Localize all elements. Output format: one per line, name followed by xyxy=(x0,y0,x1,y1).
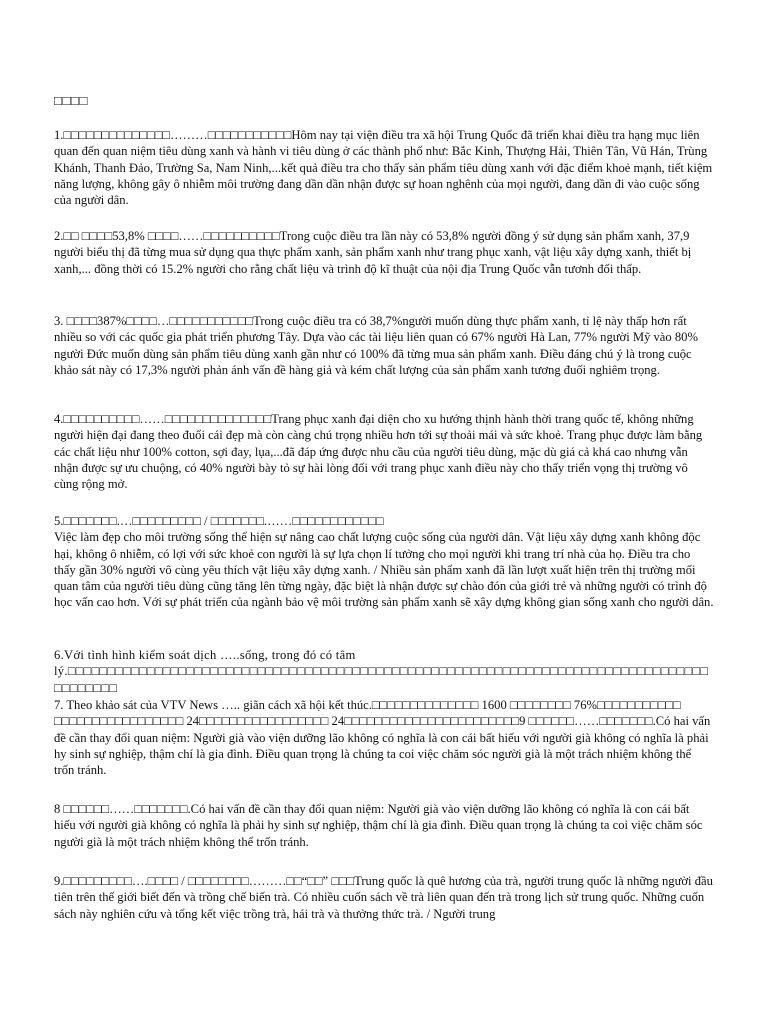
paragraph-4: 4.□□□□□□□□□□……□□□□□□□□□□□□□□Trang phục xanh đại diện cho xu hướng thịnh hành thời trang quốc tế, không những người hiện đại đang theo đuổi cái đẹp mà còn càng chú trọng nhiều hơn tới sự thoải mái và sức khoẻ. Trang phục được làm bằng các chất liệu như 100% cotton, sợi đay, lụa,...đã đáp ứng được nhu cầu của người tiêu dùng, mặc dù giá cả khá cao nhưng vẫn nhận được sự ưu chuộng, có 40% người bày tỏ sự hài lòng đối với trang phục xanh điều này cho thấy triển vọng thị trường vô cùng rộng mở. xyxy=(54,412,703,492)
paragraph-6: 6.Với tình hình kiểm soát dịch …..sống, trong đó có tâm lý.□□□□□□□□□□□□□□□□□□□□□□□□□□□□□□□□□□□□□□□□□□□□□□□□□□□□□□□□□□□□□□□□□□□□□□□□□□□□□□□□□□□□□□□□□ xyxy=(54,648,709,695)
document-heading: □□□□ xyxy=(54,93,88,108)
paragraph-9: 9.□□□□□□□□□….□□□□ / □□□□□□□□………□□“□□” □□□Trung quốc là quê hương của trà, người trung quốc là những người đầu tiên trên thế giới biết đến và trồng chế biến trà. Có nhiều cuốn sách về trà liên quan đến trà trong lịch sử trung quốc. Những cuốn sách này nghiên cứu và tổng kết việc trồng trà, hái trà và thưởng thức trà. / Người trung xyxy=(54,874,713,921)
paragraph-7: 7. Theo khảo sát của VTV News ….. giãn cách xã hội kết thúc.□□□□□□□□□□□□□□ 1600 □□□□□□□□ 76%□□□□□□□□□□□ □□□□□□□□□□□□□□□□□ 24□□□□□□□□□□□□□□□□□ 24□□□□□□□□□□□□□□□□□□□□□□□9 □□□□□□……□□□□□□□.Có hai vấn đề cần thay đổi quan niệm: Người già vào viện dưỡng lão không có nghĩa là con cái bất hiếu với người già không có nghĩa là phải hy sinh sự nghiệp, thậm chí là gia đình. Điều quan trọng là chúng ta coi việc chăm sóc người già là một trách nhiệm không thể trốn tránh. xyxy=(54,698,711,778)
paragraph-3: 3. □□□□387%□□□□…□□□□□□□□□□□Trong cuộc điều tra có 38,7%người muốn dùng thực phẩm xanh, tỉ lệ này thấp hơn rất nhiều so với các quốc gia phát triển phương Tây. Dựa vào các tài liệu liên quan có 67% người Hà Lan, 77% người Mỹ vào 80% người Đức muốn dùng sản phẩm tiêu dùng xanh gần như có 100% đã từng mua sản phẩm xanh. Điều đáng chú ý là trong cuộc khảo sát này có 17,3% người phản ánh vấn đề hàng giả và kém chất lượng của sản phẩm xanh tương đuối nghiêm trọng. xyxy=(54,314,698,377)
paragraph-1: 1.□□□□□□□□□□□□□□………□□□□□□□□□□□Hôm nay tại viện điều tra xã hội Trung Quốc đã triển khai điều tra hạng mục liên quan đến quan niệm tiêu dùng xanh và hành vi tiêu dùng ở các thành phố như: Bắc Kinh, Thượng Hải, Thiên Tân, Vũ Hán, Trùng Khánh, Thanh Đảo, Trường Sa, Nam Ninh,...kết quả điều tra cho thấy sản phẩm tiêu dùng xanh với đặc điểm khoẻ mạnh, tiết kiệm năng lượng, không gây ô nhiễm môi trường đang dần dần nhận được sự hoan nghênh của mọi người, đang dần đi vào cuộc sống của người dân. xyxy=(54,128,713,208)
paragraph-2: 2.□□ □□□□53,8% □□□□……□□□□□□□□□□Trong cuộc điều tra lần này có 53,8% người đồng ý sử dụng sản phẩm xanh, 37,9 người biểu thị đã từng mua sử dụng qua thực phẩm xanh, sản phẩm xanh như trang phục xanh, vật liệu xây dựng xanh, thiết bị xanh,... đồng thời có 15.2% người cho rằng chất liệu và trình độ kĩ thuật của nội địa Trung Quốc vẫn tươnh đối thấp. xyxy=(54,229,692,276)
paragraph-8: 8 □□□□□□……□□□□□□□.Có hai vấn đề cần thay đổi quan niệm: Người già vào viện dưỡng lão không có nghĩa là con cái bất hiếu với người già không có nghĩa là phải hy sinh sự nghiệp, thậm chí là gia đình. Điều quan trọng là chúng ta coi việc chăm sóc người già là một trách nhiệm không thể trốn tránh. xyxy=(54,802,703,849)
paragraph-5: 5.□□□□□□□.…□□□□□□□□□ / □□□□□□□.……□□□□□□□□□□□□ Việc làm đẹp cho môi trường sống thể hiện sự nâng cao chất lượng cuộc sống của người dân. Vật liệu xây dựng xanh không độc hại, không ô nhiễm, có lợi với sức khoẻ con người là sự lựa chọn lí tưởng cho mọi người khi trang trí nhà của họ. Điều tra cho thấy gần 30% người vô cùng yêu thích vật liệu xây dựng xanh. / Nhiều sản phẩm xanh đã lần lượt xuất hiện trên thị trường mối quan tâm của người tiêu dùng cũng tăng lên từng ngày, đặc biệt là nhận được sự chào đón của giới trẻ và những người có trình độ học vấn cao hơn. Với sự phát triển của ngành bảo vệ môi trường sản phẩm xanh sẽ xây dựng không gian sống xanh cho người dân. xyxy=(54,514,714,610)
